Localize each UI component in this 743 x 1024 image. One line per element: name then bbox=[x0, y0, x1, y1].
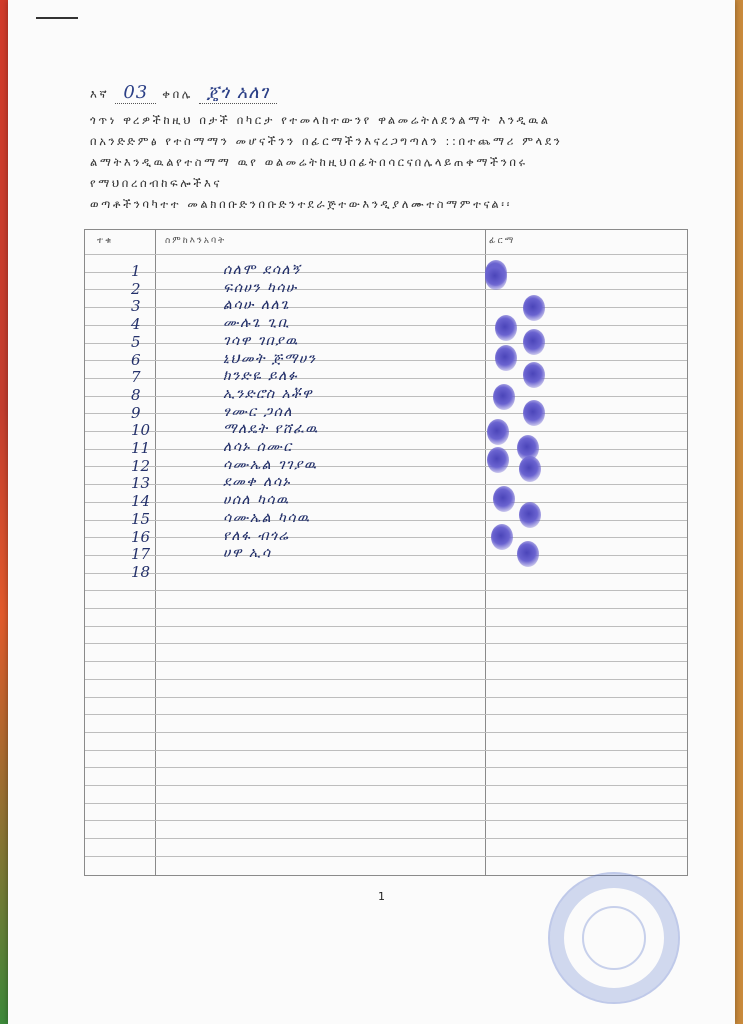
thumbprint-signature bbox=[485, 264, 507, 290]
table-row bbox=[85, 545, 685, 563]
thumbprint-signature bbox=[487, 447, 509, 473]
table-rule-line bbox=[85, 750, 687, 751]
paragraph-line: ጎጥነ ዋረዎችከዚህ በታች በካርታ የተመላከተውንየ ዋልመሬትለደንልማት እንዲዉል bbox=[90, 113, 551, 127]
paragraph-line: ወጣቶችንባካተተ መልክበቡድንበቡድንተደራጅተውእንዲያለሙተስማምተናል፡፡ bbox=[90, 197, 512, 211]
row-number: 15 bbox=[131, 509, 151, 528]
row-number: 1 bbox=[131, 262, 141, 280]
column-header-signature: ፊርማ bbox=[489, 236, 516, 246]
table-row bbox=[85, 439, 685, 457]
table-row bbox=[85, 333, 685, 351]
row-number: 14 bbox=[131, 492, 151, 511]
table-rule-line bbox=[85, 608, 687, 609]
paragraph-line: በአንድድምፅ የተስማማን መሆናችንን በፊርማችንእናረጋግጣለን ::በተጨማሪ ምላደን bbox=[90, 134, 563, 148]
document-page bbox=[8, 0, 735, 1024]
paragraph-line: ልማትእንዲዉልየተስማማ ዉየ ወልመሬትከዚህበፊትበሳርናበሌላይጠቀማችንበሩ bbox=[90, 155, 528, 169]
table-row bbox=[85, 421, 685, 439]
thumbprint-signature bbox=[519, 502, 541, 528]
row-name: ፃሙር ጋሰለ bbox=[223, 403, 294, 420]
thumbprint-signature bbox=[519, 456, 541, 482]
column-header-name: ስምከእንአባት bbox=[165, 236, 227, 246]
row-name: ለሳኑ ሰሙር bbox=[223, 439, 293, 455]
table-row bbox=[85, 262, 685, 280]
row-name: ኢንድሮስ አቾዋ bbox=[223, 385, 314, 402]
kebele-label: ቀበሌ bbox=[162, 87, 193, 101]
row-name: ሰለሞ ደሳለኝ bbox=[223, 262, 302, 278]
row-name: ክንድዬ ይለፉ bbox=[223, 368, 299, 385]
table-rule-line bbox=[85, 767, 687, 768]
row-number: 4 bbox=[131, 315, 141, 334]
table-row bbox=[85, 386, 685, 404]
signature-table bbox=[84, 229, 688, 876]
corner-dash-mark bbox=[36, 17, 78, 19]
row-number: 6 bbox=[131, 350, 141, 369]
row-number: 2 bbox=[131, 279, 141, 298]
row-name: ሀዋ ኢሳ bbox=[223, 545, 272, 562]
thumbprint-signature bbox=[493, 486, 515, 512]
table-rule-line bbox=[85, 661, 687, 662]
agreement-paragraph bbox=[90, 110, 690, 215]
row-number: 3 bbox=[131, 297, 141, 316]
row-number: 13 bbox=[131, 474, 151, 493]
row-number: 17 bbox=[131, 545, 151, 564]
thumbprint-signature bbox=[495, 345, 517, 371]
table-rule-line bbox=[85, 856, 687, 857]
page-number: 1 bbox=[378, 890, 385, 903]
thumbprint-signature bbox=[523, 362, 545, 388]
table-rule-line bbox=[85, 679, 687, 680]
table-rule-line bbox=[85, 697, 687, 698]
row-number: 10 bbox=[131, 421, 151, 440]
table-row bbox=[85, 351, 685, 369]
table-rule-line bbox=[85, 732, 687, 733]
header-meta-row bbox=[90, 82, 690, 104]
row-name: ኒህመት ጅማሀን bbox=[223, 350, 317, 367]
row-name: የለፋ ብጎሬ bbox=[223, 527, 290, 544]
table-rule-line bbox=[85, 785, 687, 786]
row-name: ልሳሁ ለለጌ bbox=[223, 297, 291, 314]
table-row bbox=[85, 404, 685, 422]
table-rule-line bbox=[85, 838, 687, 839]
column-header-number: ተቁ bbox=[97, 236, 114, 246]
table-row bbox=[85, 280, 685, 298]
table-rule-line bbox=[85, 254, 687, 255]
table-row bbox=[85, 528, 685, 546]
table-rule-line bbox=[85, 714, 687, 715]
row-number: 8 bbox=[131, 385, 141, 404]
row-name: ሳሙኤል ካሳዉ bbox=[223, 509, 311, 526]
number-value: 03 bbox=[115, 82, 156, 104]
table-row bbox=[85, 563, 685, 581]
table-row bbox=[85, 474, 685, 492]
row-name: ማለዴት የሸፈዉ bbox=[223, 421, 319, 438]
stamp-inner-ring bbox=[582, 906, 646, 970]
table-row bbox=[85, 510, 685, 528]
table-row bbox=[85, 457, 685, 475]
table-row bbox=[85, 492, 685, 510]
paragraph-line: የማህበረሰብከፍሎችእና bbox=[90, 176, 223, 190]
table-row bbox=[85, 297, 685, 315]
row-number: 12 bbox=[131, 456, 151, 475]
row-number: 18 bbox=[131, 562, 151, 581]
row-name: ሳሙኤል ገገያዉ bbox=[223, 456, 318, 473]
row-number: 9 bbox=[131, 403, 141, 422]
row-number: 5 bbox=[131, 332, 141, 351]
table-rule-line bbox=[85, 643, 687, 644]
number-label: እኛ bbox=[90, 87, 110, 101]
row-number: 7 bbox=[131, 368, 141, 387]
table-row bbox=[85, 315, 685, 333]
document-header bbox=[90, 82, 690, 215]
table-rule-line bbox=[85, 626, 687, 627]
row-name: ሀሰለ ካሳዉ bbox=[223, 492, 290, 509]
row-name: ፍሰሀን ካሳሁ bbox=[223, 279, 298, 296]
table-rule-line bbox=[85, 803, 687, 804]
table-rule-line bbox=[85, 590, 687, 591]
row-name: ደመቀ ለሳኑ bbox=[223, 474, 291, 491]
row-name: ሙሉጌ ጊቢ bbox=[223, 315, 291, 332]
official-stamp bbox=[548, 872, 680, 1004]
row-number: 16 bbox=[131, 527, 151, 546]
row-name: ገሳዋ ገበያዉ bbox=[223, 332, 299, 349]
kebele-value: ጄጎ አለገ bbox=[199, 82, 277, 104]
table-rule-line bbox=[85, 820, 687, 821]
table-row bbox=[85, 368, 685, 386]
row-number: 11 bbox=[131, 439, 151, 457]
